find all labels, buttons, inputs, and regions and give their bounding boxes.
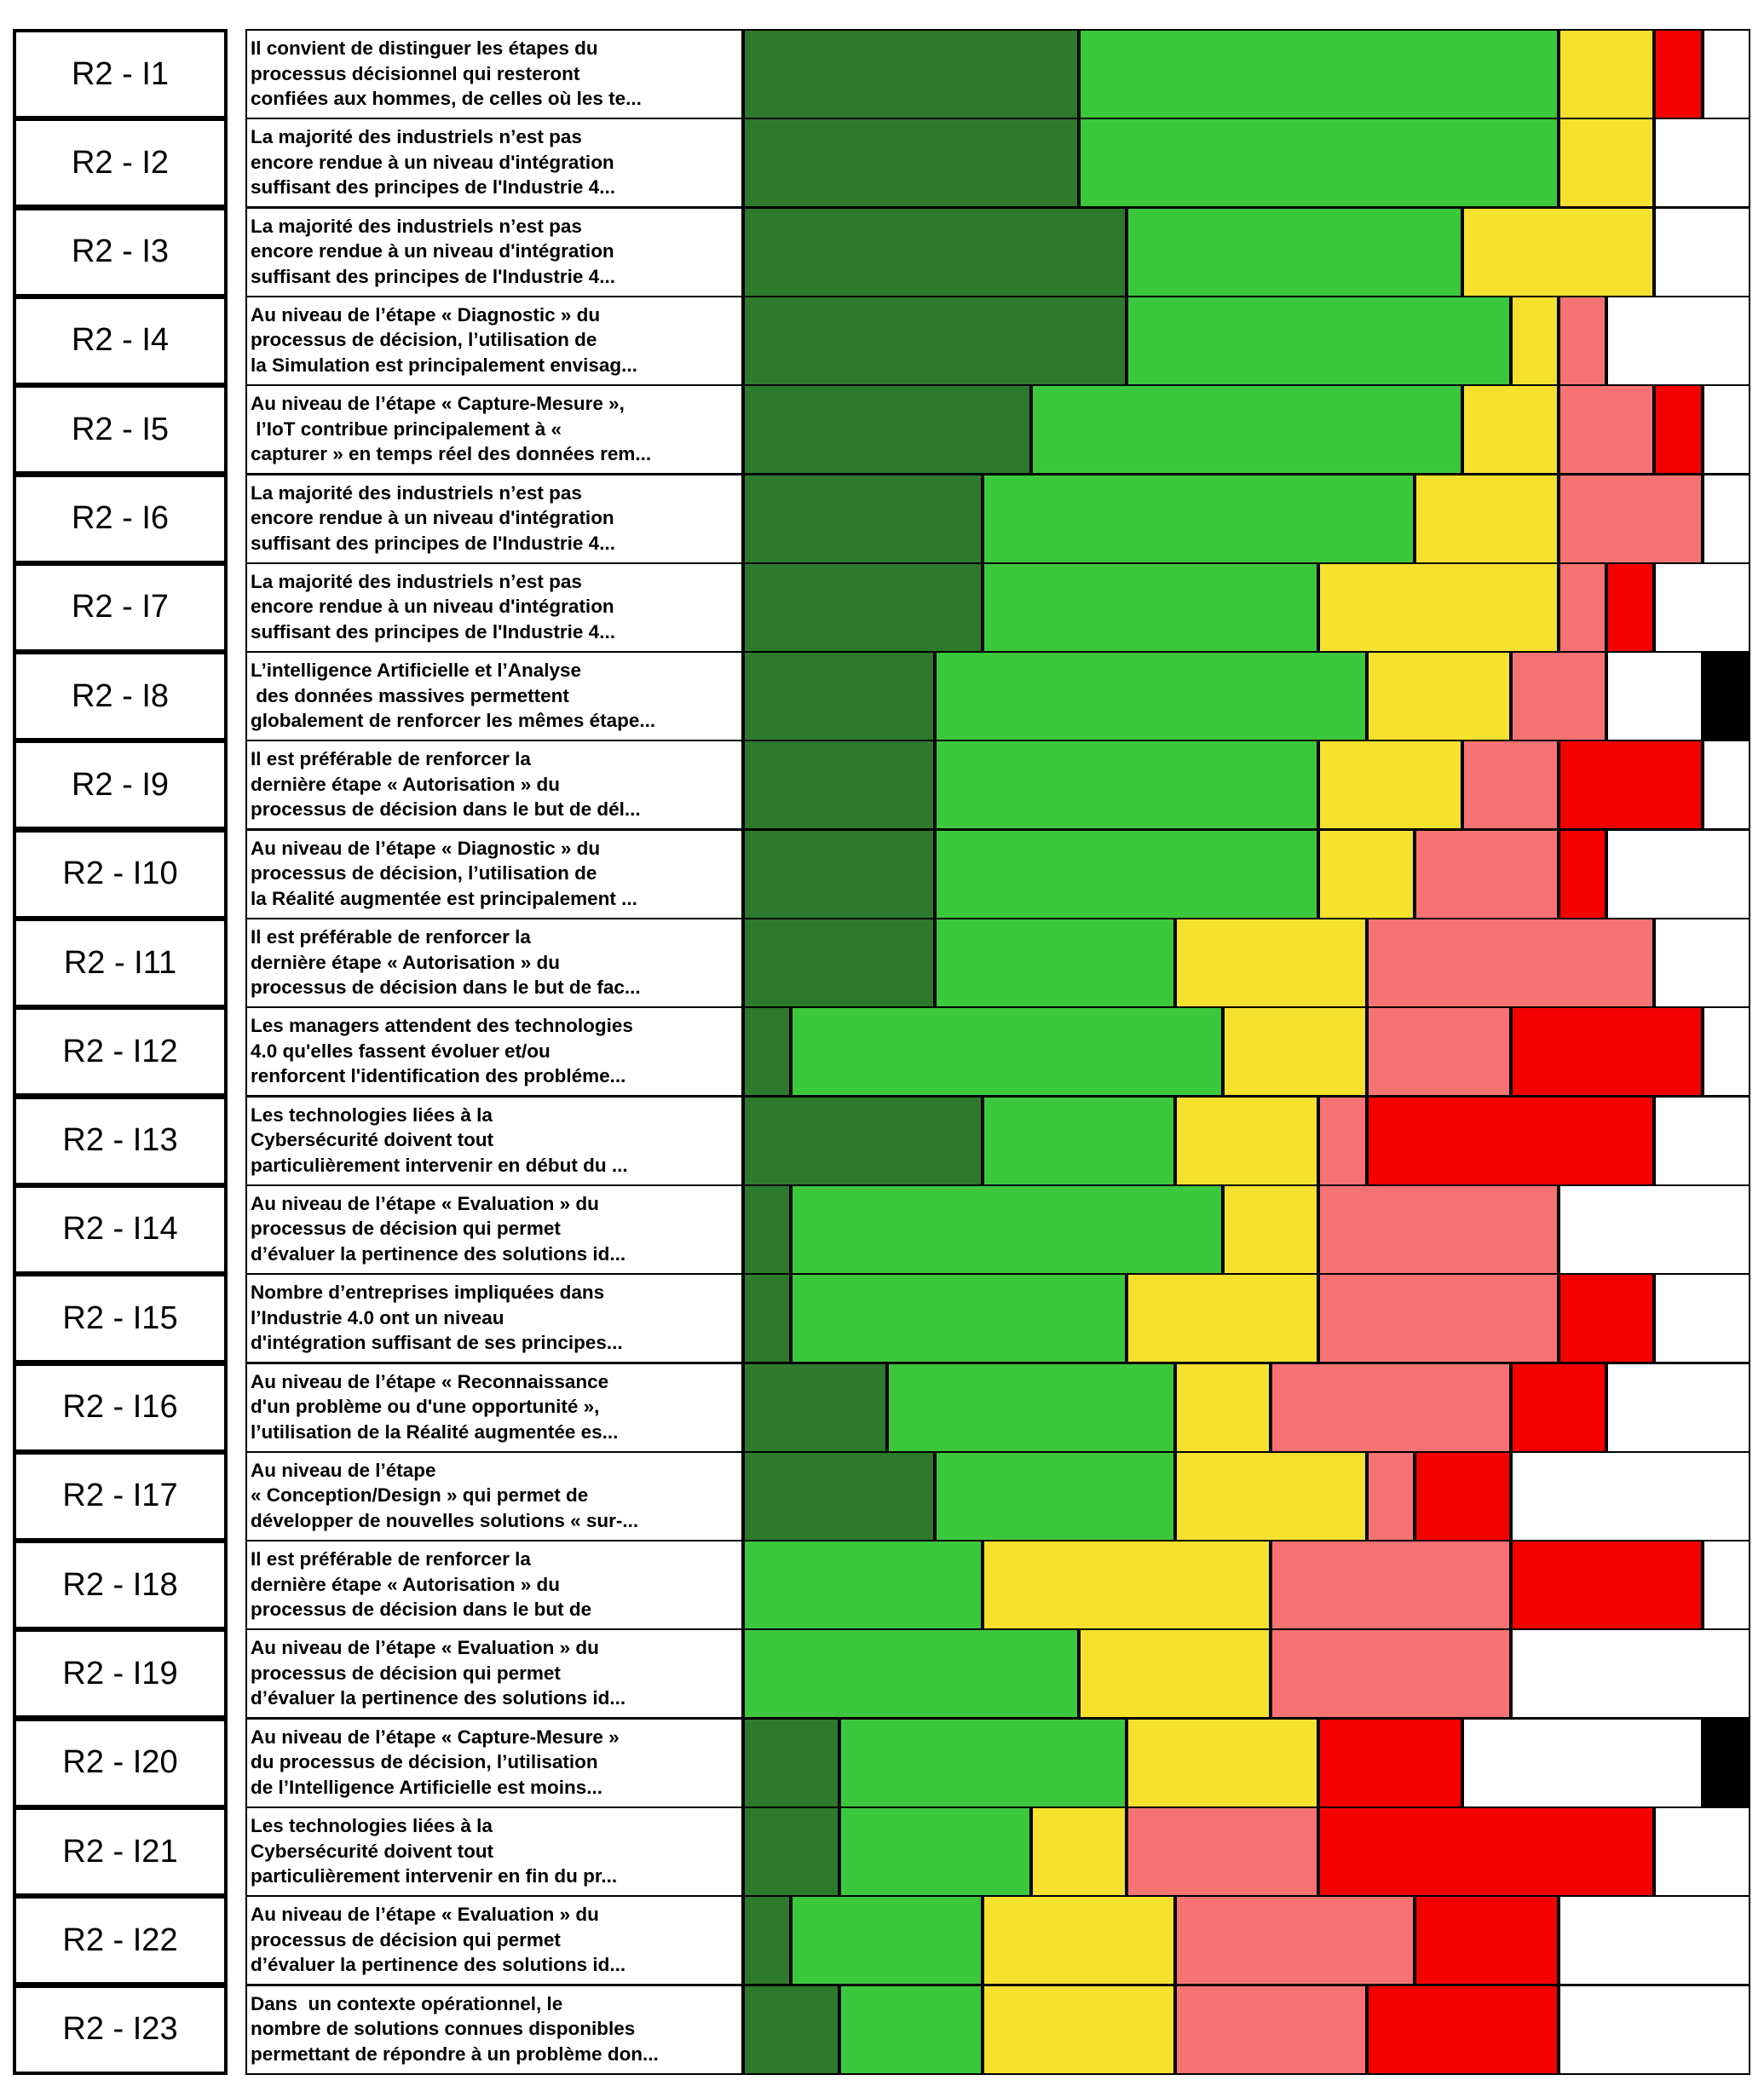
row-description: Au niveau de l’étape « Evaluation » du processus de décision qui permet d’évaluer la pertinence des solutions id... <box>245 1628 743 1719</box>
bar-segment <box>1271 1540 1510 1630</box>
bar-segment <box>1511 296 1559 386</box>
bar-segment <box>1175 1363 1271 1453</box>
bar-segment <box>983 1895 1174 1985</box>
bar-segment <box>1511 1363 1607 1453</box>
bar-segment <box>743 1451 935 1541</box>
bar-segment <box>887 1363 1175 1453</box>
row-description: Au niveau de l’étape « Capture-Mesure », l’IoT contribue principalement à « capturer » en temps réel des données rem... <box>245 384 743 475</box>
row-id-label: R2 - I11 <box>13 918 228 1008</box>
bar-segment <box>983 1540 1271 1630</box>
row-id-label: R2 - I13 <box>13 1096 228 1186</box>
bar-segment <box>935 829 1318 919</box>
bar-segment <box>1462 384 1559 475</box>
bar-segment <box>791 1895 983 1985</box>
bar-segment <box>1654 384 1702 475</box>
row-id-label: R2 - I18 <box>13 1540 228 1630</box>
row-id-label: R2 - I16 <box>13 1363 228 1453</box>
row-description: Au niveau de l’étape « Diagnostic » du processus de décision, l’utilisation de la Réalité augmentée est principalement ... <box>245 829 743 919</box>
bar-segment <box>839 1985 983 2075</box>
bar-segment <box>1654 1273 1750 1363</box>
bar-segment <box>1559 474 1703 564</box>
bar-segment <box>1367 918 1655 1008</box>
bar-segment <box>1127 207 1462 297</box>
row-description: Au niveau de l’étape « Conception/Design » qui permet de développer de nouvelles solutions « sur-... <box>245 1451 743 1541</box>
row-id-label: R2 - I2 <box>13 118 228 208</box>
bar-segment <box>1511 1451 1750 1541</box>
row-description: Au niveau de l’étape « Diagnostic » du processus de décision, l’utilisation de la Simulation est principalement envisag... <box>245 296 743 386</box>
row-id-label: R2 - I8 <box>13 651 228 741</box>
row-description: Il est préférable de renforcer la dernière étape « Autorisation » du processus de décision dans le but de <box>245 1540 743 1630</box>
bar-segment <box>1415 474 1559 564</box>
row-id-label: R2 - I12 <box>13 1006 228 1097</box>
bar-segment <box>1559 1895 1750 1985</box>
bar-segment <box>1367 1985 1559 2075</box>
bar-segment <box>743 118 1079 208</box>
bar-segment <box>1559 1184 1750 1275</box>
bar-segment <box>743 740 935 830</box>
row-description: Au niveau de l’étape « Capture-Mesure » du processus de décision, l’utilisation de l’Intelligence Artificielle est moins... <box>245 1718 743 1808</box>
bar-segment <box>1367 1451 1415 1541</box>
bar-segment <box>935 918 1174 1008</box>
bar-segment <box>743 1184 791 1275</box>
bar-segment <box>743 1540 983 1630</box>
row-description: La majorité des industriels n’est pas encore rendue à un niveau d'intégration suffisant des principes de l'Industrie 4... <box>245 207 743 297</box>
bar-segment <box>1175 1895 1415 1985</box>
row-id-label: R2 - I23 <box>13 1985 228 2075</box>
bar-segment <box>935 1451 1174 1541</box>
bar-segment <box>1367 1096 1655 1186</box>
bar-segment <box>1367 1006 1511 1097</box>
bar-segment <box>1318 562 1558 653</box>
row-description: La majorité des industriels n’est pas encore rendue à un niveau d'intégration suffisant des principes de l'Industrie 4... <box>245 118 743 208</box>
row-id-label: R2 - I22 <box>13 1895 228 1985</box>
bar-segment <box>1127 1807 1318 1897</box>
bar-segment <box>1703 474 1750 564</box>
row-id-label: R2 - I1 <box>13 29 228 119</box>
bar-segment <box>1703 384 1750 475</box>
bar-segment <box>1559 296 1606 386</box>
bar-segment <box>743 1363 887 1453</box>
bar-segment <box>743 207 1127 297</box>
bar-segment <box>1654 207 1750 297</box>
bar-segment <box>1654 918 1750 1008</box>
row-description: Il est préférable de renforcer la dernière étape « Autorisation » du processus de décision dans le but de dél... <box>245 740 743 830</box>
row-id-label: R2 - I15 <box>13 1273 228 1363</box>
bar-segment <box>743 1273 791 1363</box>
bar-segment <box>1175 918 1367 1008</box>
bar-segment <box>839 1807 1031 1897</box>
bar-segment <box>983 474 1415 564</box>
bar-segment <box>743 474 983 564</box>
row-description: Nombre d’entreprises impliquées dans l’Industrie 4.0 ont un niveau d'intégration suffisant de ses principes... <box>245 1273 743 1363</box>
bar-segment <box>1559 1985 1750 2075</box>
bar-segment <box>1559 1273 1655 1363</box>
bar-segment <box>1415 829 1559 919</box>
bar-segment <box>1318 1807 1654 1897</box>
bar-segment <box>743 1807 839 1897</box>
row-id-label: R2 - I3 <box>13 207 228 297</box>
bar-segment <box>1462 740 1559 830</box>
bar-segment <box>1462 207 1654 297</box>
bar-segment <box>1079 118 1559 208</box>
row-description: Les managers attendent des technologies 4.0 qu'elles fassent évoluer et/ou renforcent l'identification des probléme... <box>245 1006 743 1097</box>
bar-segment <box>1127 296 1510 386</box>
bar-segment <box>1559 740 1703 830</box>
row-description: La majorité des industriels n’est pas encore rendue à un niveau d'intégration suffisant des principes de l'Industrie 4... <box>245 474 743 564</box>
bar-segment <box>743 1628 1079 1719</box>
bar-segment <box>1271 1363 1510 1453</box>
bar-segment <box>1559 562 1606 653</box>
row-description: L’intelligence Artificielle et l’Analyse des données massives permettent globalement de renforcer les mêmes étape... <box>245 651 743 741</box>
bar-segment <box>1703 740 1750 830</box>
bar-segment <box>1703 1718 1750 1808</box>
bar-segment <box>1654 29 1702 119</box>
bar-segment <box>1175 1096 1319 1186</box>
row-description: Il est préférable de renforcer la dernière étape « Autorisation » du processus de décision dans le but de fac... <box>245 918 743 1008</box>
bar-segment <box>1654 562 1750 653</box>
bar-segment <box>743 918 935 1008</box>
bar-segment <box>1031 1807 1127 1897</box>
row-id-label: R2 - I17 <box>13 1451 228 1541</box>
bar-segment <box>1271 1628 1510 1719</box>
bar-segment <box>1606 1363 1750 1453</box>
bar-segment <box>839 1718 1127 1808</box>
bar-segment <box>791 1006 1223 1097</box>
bar-segment <box>1318 1273 1558 1363</box>
row-description: Les technologies liées à la Cybersécurité doivent tout particulièrement intervenir en début du ... <box>245 1096 743 1186</box>
bar-segment <box>743 296 1127 386</box>
bar-segment <box>983 562 1318 653</box>
bar-segment <box>935 740 1318 830</box>
bar-segment <box>983 1096 1174 1186</box>
bar-segment <box>1654 1807 1750 1897</box>
row-id-label: R2 - I19 <box>13 1628 228 1719</box>
bar-segment <box>743 1096 983 1186</box>
bar-segment <box>1511 1628 1750 1719</box>
bar-segment <box>1127 1273 1318 1363</box>
bar-segment <box>1415 1451 1511 1541</box>
row-id-label: R2 - I10 <box>13 829 228 919</box>
bar-segment <box>1559 29 1655 119</box>
bar-segment <box>743 1895 791 1985</box>
bar-segment <box>1079 29 1559 119</box>
row-id-label: R2 - I9 <box>13 740 228 830</box>
bar-segment <box>1318 829 1415 919</box>
bar-segment <box>743 1718 839 1808</box>
row-id-label: R2 - I6 <box>13 474 228 564</box>
bar-segment <box>743 829 935 919</box>
bar-segment <box>791 1273 1127 1363</box>
row-description: Au niveau de l’étape « Reconnaissance d'un problème ou d'une opportunité », l’utilisation de la Réalité augmentée es... <box>245 1363 743 1453</box>
bar-segment <box>935 651 1367 741</box>
bar-segment <box>743 1985 839 2075</box>
bar-segment <box>1559 118 1655 208</box>
bar-segment <box>1559 384 1655 475</box>
bar-segment <box>1703 1540 1750 1630</box>
bar-segment <box>743 384 1031 475</box>
row-description: Au niveau de l’étape « Evaluation » du processus de décision qui permet d’évaluer la pertinence des solutions id... <box>245 1895 743 1985</box>
bar-segment <box>1367 651 1511 741</box>
bar-segment <box>1079 1628 1271 1719</box>
bar-segment <box>1223 1184 1319 1275</box>
bar-segment <box>1127 1718 1318 1808</box>
row-id-label: R2 - I14 <box>13 1184 228 1275</box>
row-id-label: R2 - I5 <box>13 384 228 475</box>
bar-segment <box>1606 562 1654 653</box>
bar-segment <box>1703 29 1750 119</box>
bar-segment <box>1511 1540 1703 1630</box>
row-description: Il convient de distinguer les étapes du processus décisionnel qui resteront confiées aux hommes, de celles où les te... <box>245 29 743 119</box>
bar-segment <box>743 1006 791 1097</box>
bar-segment <box>1415 1895 1559 1985</box>
bar-segment <box>1511 1006 1703 1097</box>
bar-segment <box>743 29 1079 119</box>
bar-segment <box>1175 1451 1367 1541</box>
bar-segment <box>1559 829 1606 919</box>
bar-segment <box>1606 296 1750 386</box>
bar-segment <box>1606 829 1750 919</box>
bar-segment <box>1703 651 1750 741</box>
bar-segment <box>1318 1718 1462 1808</box>
row-id-label: R2 - I21 <box>13 1807 228 1897</box>
row-description: Dans un contexte opérationnel, le nombre de solutions connues disponibles permettant de répondre à un problème don... <box>245 1985 743 2075</box>
row-id-label: R2 - I20 <box>13 1718 228 1808</box>
bar-segment <box>1654 1096 1750 1186</box>
row-description: Les technologies liées à la Cybersécurité doivent tout particulièrement intervenir en fin du pr... <box>245 1807 743 1897</box>
row-id-label: R2 - I4 <box>13 296 228 386</box>
bar-segment <box>1031 384 1463 475</box>
bar-segment <box>743 562 983 653</box>
bar-segment <box>1223 1006 1367 1097</box>
bar-segment <box>1318 1096 1366 1186</box>
bar-segment <box>1462 1718 1702 1808</box>
bar-segment <box>983 1985 1174 2075</box>
bar-segment <box>743 651 935 741</box>
bar-segment <box>1703 1006 1750 1097</box>
bar-segment <box>1318 740 1462 830</box>
bar-segment <box>1511 651 1607 741</box>
bar-segment <box>1606 651 1703 741</box>
bar-segment <box>1654 118 1750 208</box>
row-id-label: R2 - I7 <box>13 562 228 653</box>
row-description: La majorité des industriels n’est pas encore rendue à un niveau d'intégration suffisant des principes de l'Industrie 4... <box>245 562 743 653</box>
bar-segment <box>1175 1985 1367 2075</box>
bar-segment <box>1318 1184 1558 1275</box>
row-description: Au niveau de l’étape « Evaluation » du processus de décision qui permet d’évaluer la pertinence des solutions id... <box>245 1184 743 1275</box>
bar-segment <box>791 1184 1223 1275</box>
